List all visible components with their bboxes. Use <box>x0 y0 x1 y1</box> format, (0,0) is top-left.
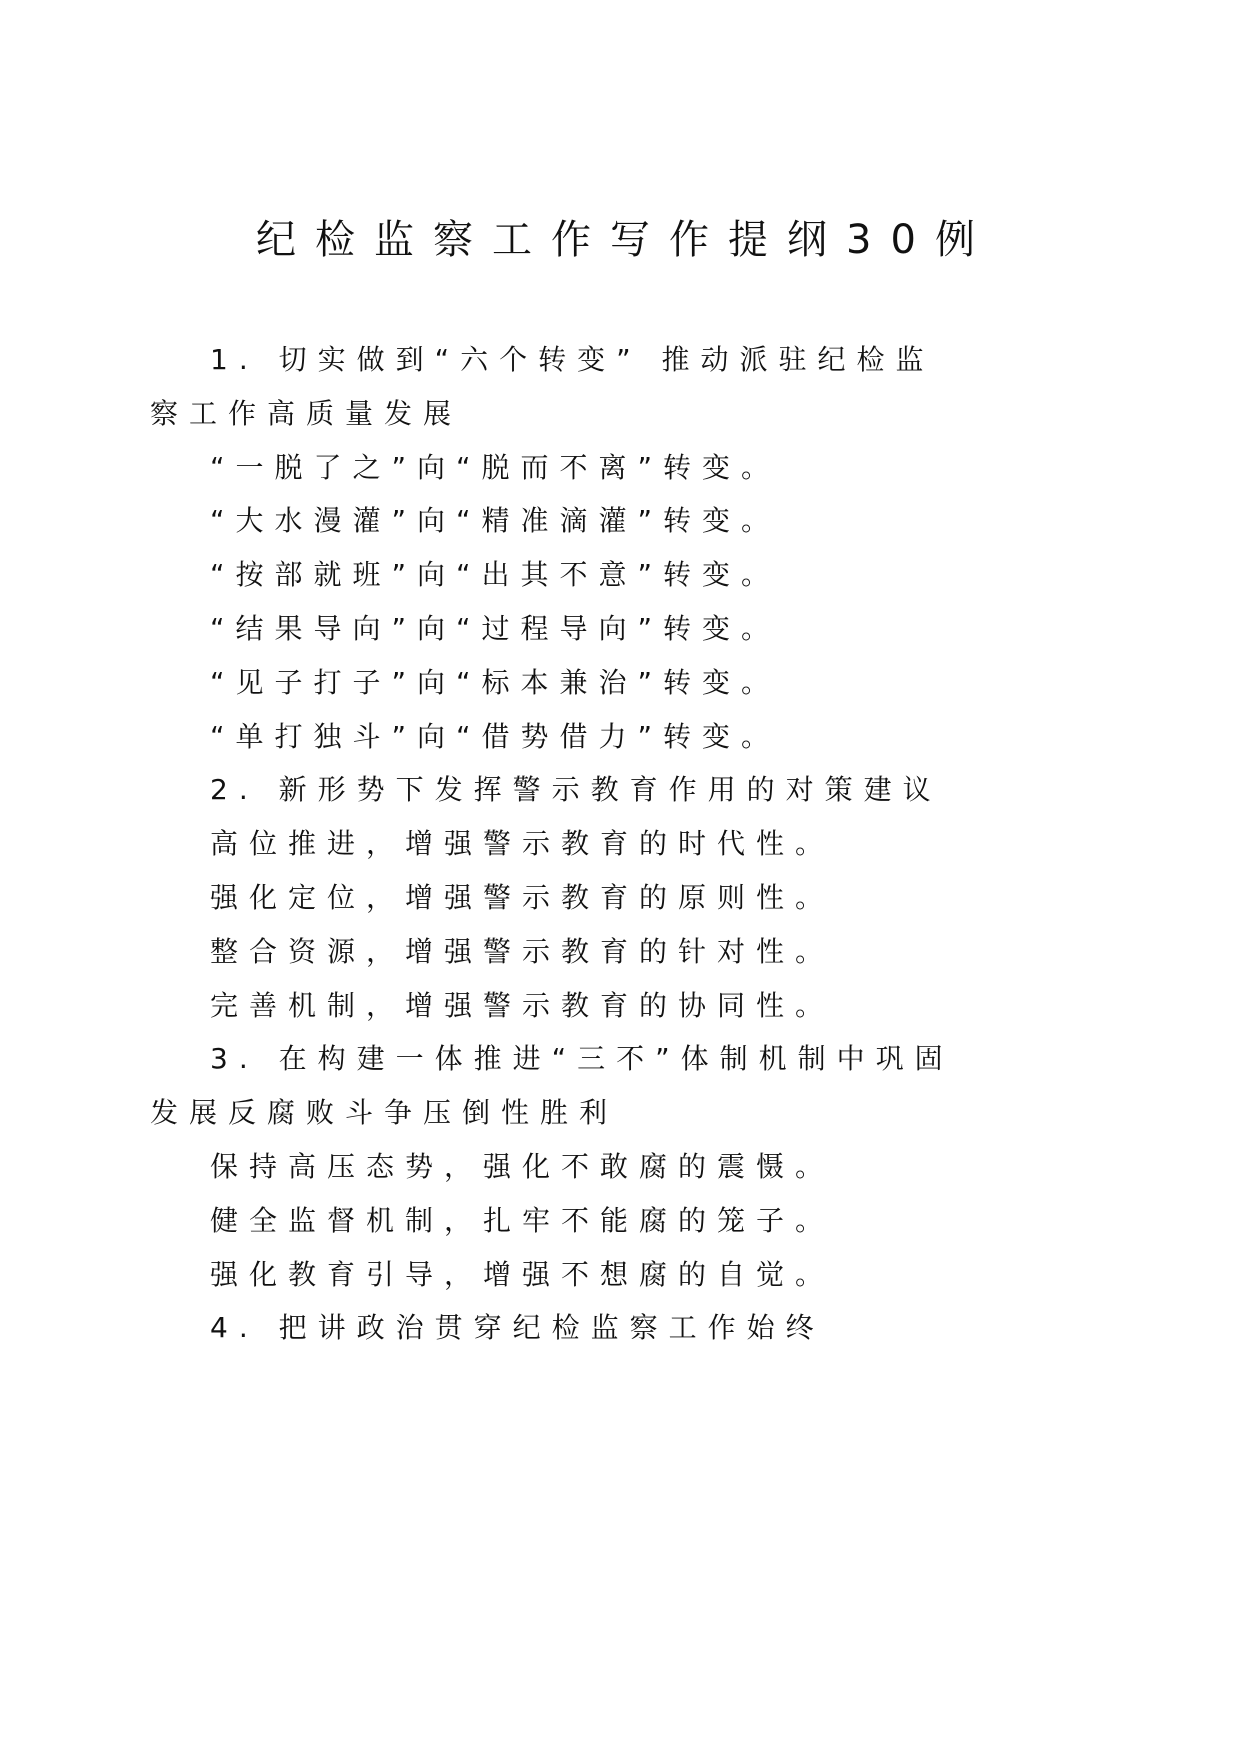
paragraph <box>150 979 1110 1033</box>
text-line: “见子打子”向“标本兼治”转变。 <box>210 665 781 699</box>
paragraph <box>150 925 1110 979</box>
text-line: 3. 在构建一体推进“三不”体制机制中巩固 <box>210 1042 954 1076</box>
text-line: 整合资源，增强警示教育的针对性。 <box>210 934 835 968</box>
text-line: 1. 切实做到“六个转变” 推动派驻纪检监 <box>210 343 935 376</box>
text-line: “按部就班”向“出其不意”转变。 <box>210 558 781 592</box>
paragraph <box>150 710 1110 764</box>
paragraph <box>150 333 1110 441</box>
paragraph <box>150 602 1110 656</box>
text-line: 保持高压态势，强化不敢腐的震慑。 <box>210 1149 835 1183</box>
paragraph <box>150 871 1110 925</box>
paragraph <box>150 548 1110 602</box>
text-line: 察工作高质量发展 <box>150 396 463 430</box>
text-line: 发展反腐败斗争压倒性胜利 <box>150 1096 619 1130</box>
paragraph <box>150 763 1110 817</box>
paragraph <box>150 441 1110 495</box>
paragraph <box>150 1140 1110 1194</box>
text-line: 强化教育引导，增强不想腐的自觉。 <box>210 1257 835 1291</box>
text-line: 强化定位，增强警示教育的原则性。 <box>210 880 835 914</box>
text-line: “大水漫灌”向“精准滴灌”转变。 <box>210 504 781 538</box>
paragraph <box>150 494 1110 548</box>
paragraph <box>150 1301 1110 1355</box>
paragraph <box>150 1248 1110 1302</box>
text-line: “一脱了之”向“脱而不离”转变。 <box>210 450 781 484</box>
text-line: “结果导向”向“过程导向”转变。 <box>210 611 781 645</box>
paragraph <box>150 656 1110 710</box>
text-line: 健全监督机制，扎牢不能腐的笼子。 <box>210 1203 835 1237</box>
text-line: “单打独斗”向“借势借力”转变。 <box>210 719 781 753</box>
text-line: 完善机制，增强警示教育的协同性。 <box>210 988 835 1022</box>
paragraph <box>150 1194 1110 1248</box>
text-line: 2. 新形势下发挥警示教育作用的对策建议 <box>210 773 942 807</box>
document-title: 纪检监察工作写作提纲30例 <box>256 217 994 263</box>
paragraph <box>150 1032 1110 1140</box>
text-line: 4. 把讲政治贯穿纪检监察工作始终 <box>210 1311 825 1345</box>
paragraph <box>150 817 1110 871</box>
document-body <box>150 333 1110 1355</box>
text-line: 高位推进，增强警示教育的时代性。 <box>210 827 835 861</box>
